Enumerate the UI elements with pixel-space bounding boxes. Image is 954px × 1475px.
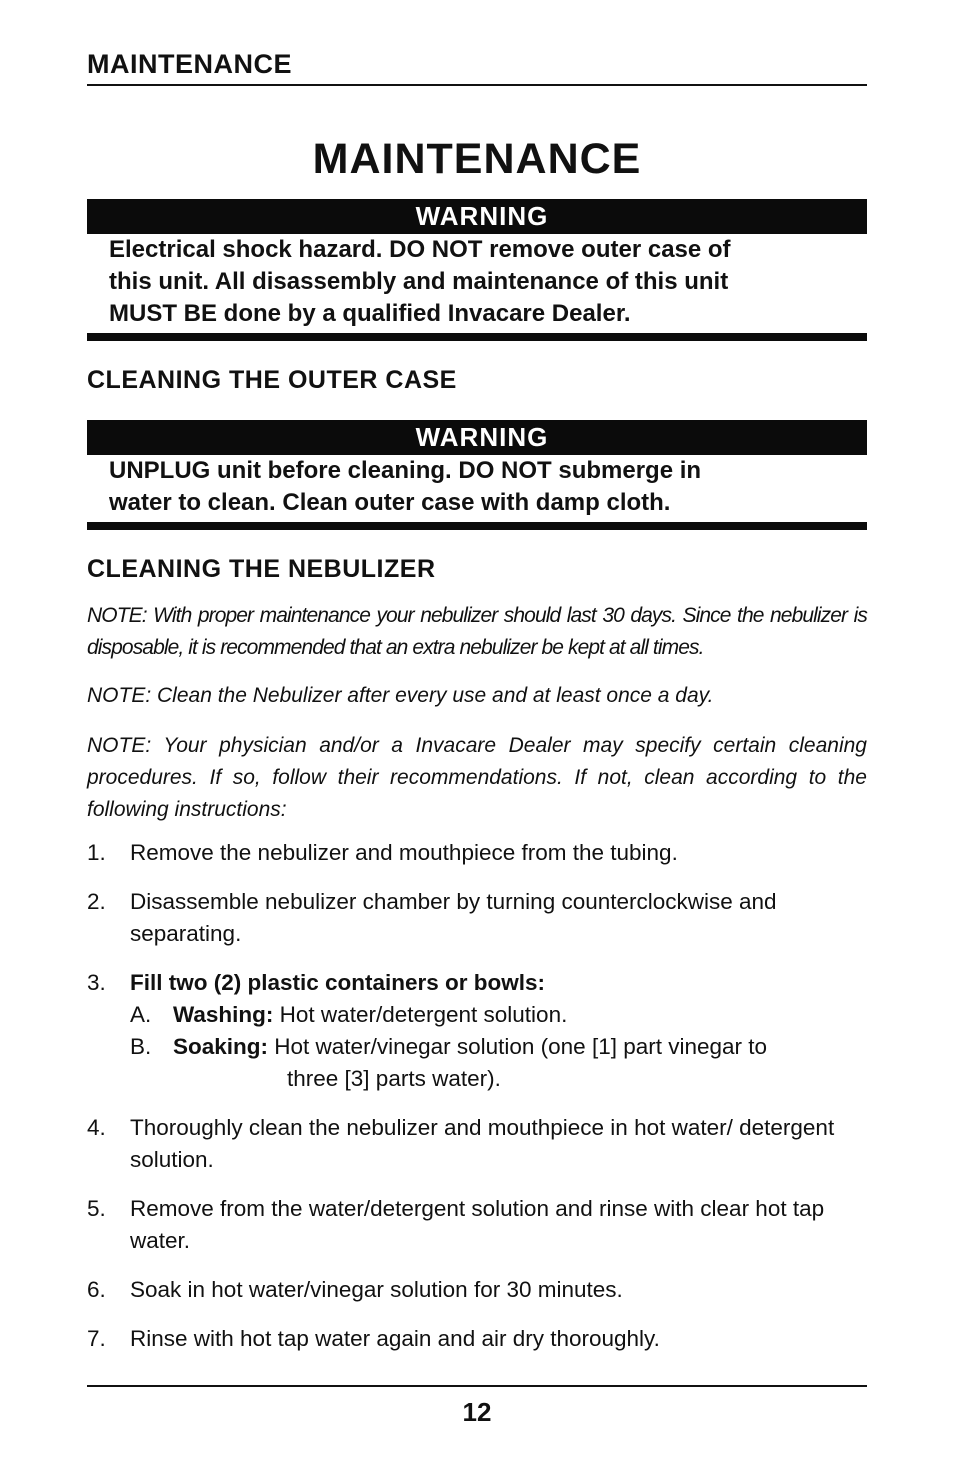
warning-rule-1 [87, 333, 867, 341]
step-5 [87, 1193, 867, 1257]
substep-letter: B. [130, 1034, 152, 1059]
page-number: 12 [462, 1397, 492, 1427]
step-text: Soak in hot water/vinegar solution for 30 minutes. [130, 1277, 623, 1302]
step-text: Rinse with hot tap water again and air dry thoroughly. [130, 1326, 660, 1351]
step-text: Disassemble nebulizer chamber by turning counterclockwise and separating. [130, 889, 777, 946]
warning-rule-2 [87, 522, 867, 530]
warning-line: water to clean. Clean outer case with damp cloth. [109, 489, 671, 516]
substep-label: Soaking: [173, 1034, 269, 1059]
footer-rule [87, 1385, 867, 1387]
step-number: 2. [87, 889, 106, 914]
step-4 [87, 1112, 867, 1176]
step-6 [87, 1274, 867, 1306]
running-head: MAINTENANCE [87, 48, 867, 86]
substep-text-continued: three [3] parts water). [287, 1066, 501, 1091]
warning-line: UNPLUG unit before cleaning. DO NOT submerge in [109, 457, 702, 484]
step-number: 6. [87, 1277, 106, 1302]
step-2 [87, 886, 867, 950]
step-3 [87, 967, 867, 1095]
page-title: MAINTENANCE [312, 135, 642, 183]
substep-letter: A. [130, 1002, 152, 1027]
substep-text: Hot water/detergent solution. [279, 1002, 568, 1027]
section-heading-nebulizer: CLEANING THE NEBULIZER [87, 555, 436, 583]
warning-banner-1: WARNING [87, 199, 867, 234]
note-lifespan: NOTE: With proper maintenance your nebulizer should last 30 days. Since the nebulizer is disposable, it is recommended that an extra nebulizer be kept at all times. [87, 604, 867, 659]
step-number: 5. [87, 1196, 106, 1221]
step-text: Remove from the water/detergent solution and rinse with clear hot tap water. [130, 1196, 825, 1253]
warning-line: Electrical shock hazard. DO NOT remove outer case of [109, 236, 731, 263]
step-7 [87, 1323, 867, 1355]
warning-line: this unit. All disassembly and maintenance of this unit [109, 268, 729, 295]
substep-text: Hot water/vinegar solution (one [1] part vinegar to [274, 1034, 768, 1059]
substep-a [130, 999, 867, 1031]
warning-line: MUST BE done by a qualified Invacare Dealer. [109, 300, 631, 327]
warning-text-2 [109, 455, 869, 519]
step-number: 3. [87, 970, 106, 995]
step-number: 7. [87, 1326, 106, 1351]
step-number: 4. [87, 1115, 106, 1140]
note-clean-frequency: NOTE: Clean the Nebulizer after every use and at least once a day. [87, 684, 714, 707]
warning-text-1 [109, 234, 869, 330]
section-heading-outer-case: CLEANING THE OUTER CASE [87, 366, 457, 394]
step-text: Remove the nebulizer and mouthpiece from the tubing. [130, 840, 678, 865]
note-physician: NOTE: Your physician and/or a Invacare Dealer may specify certain cleaning procedures. If so, follow their recommendations. If not, clean according to the following instructions: [87, 734, 867, 821]
substep-label: Washing: [173, 1002, 274, 1027]
step-number: 1. [87, 840, 106, 865]
warning-banner-2: WARNING [87, 420, 867, 455]
step-text: Thoroughly clean the nebulizer and mouthpiece in hot water/ detergent solution. [130, 1115, 835, 1172]
substep-b [130, 1031, 867, 1095]
step-text: Fill two (2) plastic containers or bowls: [130, 970, 546, 995]
step-1 [87, 837, 867, 869]
